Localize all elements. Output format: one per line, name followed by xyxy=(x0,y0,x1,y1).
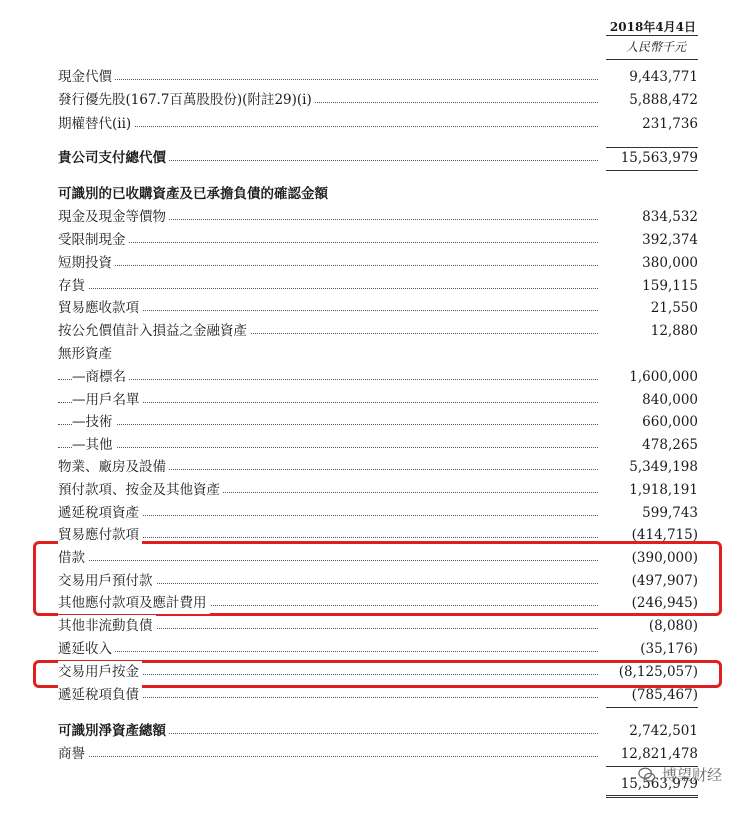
row-value: 9,443,771 xyxy=(629,69,698,85)
row-label: 受限制現金 xyxy=(58,229,129,251)
row-value: 2,742,501 xyxy=(629,723,698,739)
row-value: 15,563,979 xyxy=(620,776,698,792)
row-value: (497,907) xyxy=(631,573,698,589)
table-row xyxy=(58,366,698,388)
table-row xyxy=(58,389,698,411)
table-row xyxy=(58,206,698,228)
row-value: 12,821,478 xyxy=(620,746,698,762)
header-unit: 人民幣千元 xyxy=(625,40,686,54)
table-row xyxy=(58,275,698,297)
leader-dots xyxy=(58,288,598,289)
table-row xyxy=(58,89,698,111)
row-label: 預付款項、按金及其他資產 xyxy=(58,479,223,501)
row-label: —其他 xyxy=(72,434,116,456)
table-row xyxy=(58,720,698,742)
row-label: 按公允價值計入損益之金融資產 xyxy=(58,320,250,342)
leader-dots xyxy=(58,379,598,380)
row-label: 交易用戶按金 xyxy=(58,661,142,683)
total-double-rule xyxy=(606,795,698,798)
row-value: 834,532 xyxy=(642,209,698,225)
leader-dots xyxy=(58,242,598,243)
table-row xyxy=(58,320,698,342)
row-label: 短期投資 xyxy=(58,252,115,274)
row-label: 借款 xyxy=(58,547,88,569)
row-label: —用戶名單 xyxy=(72,389,143,411)
leader-dots xyxy=(58,126,598,127)
row-value: 159,115 xyxy=(642,278,698,294)
leader-dots xyxy=(58,79,598,80)
header-date: 2018年4月4日 xyxy=(609,20,696,34)
row-label: 存貨 xyxy=(58,275,88,297)
row-label: 期權替代(ii) xyxy=(58,113,134,135)
table-row xyxy=(58,638,698,660)
row-value: (8,125,057) xyxy=(618,664,698,680)
row-label: 現金及現金等價物 xyxy=(58,206,169,228)
row-label: 其他應付款項及應計費用 xyxy=(58,592,210,614)
row-value: (246,945) xyxy=(631,595,698,611)
table-row xyxy=(58,343,698,365)
row-label: 貿易應收款項 xyxy=(58,297,142,319)
subtotal-rule xyxy=(606,707,698,708)
row-value: (8,080) xyxy=(648,618,698,634)
leader-dots xyxy=(58,447,598,448)
row-label: 現金代價 xyxy=(58,66,115,88)
table-row xyxy=(58,479,698,501)
row-value: (785,467) xyxy=(631,687,698,703)
row-label: 其他非流動負債 xyxy=(58,615,156,637)
row-value: 392,374 xyxy=(642,232,698,248)
table-row xyxy=(58,229,698,251)
row-value: 380,000 xyxy=(642,255,698,271)
leader-dots xyxy=(58,424,598,425)
table-row xyxy=(58,434,698,456)
row-label: 可識別淨資產總額 xyxy=(58,720,169,742)
wechat-icon xyxy=(638,766,656,784)
row-value: 21,550 xyxy=(650,300,698,316)
row-value: (35,176) xyxy=(640,641,698,657)
table-row xyxy=(58,183,698,205)
row-value: 840,000 xyxy=(642,392,698,408)
table-row xyxy=(58,252,698,274)
row-value: 15,563,979 xyxy=(620,150,698,166)
table-row xyxy=(58,297,698,319)
row-label: 商譽 xyxy=(58,743,88,765)
row-label: 貿易應付款項 xyxy=(58,524,142,546)
row-value: 1,600,000 xyxy=(629,369,698,385)
subtotal-rule xyxy=(606,147,698,148)
table-row xyxy=(58,502,698,524)
row-value: (414,715) xyxy=(631,527,698,543)
subtotal-rule xyxy=(606,170,698,171)
row-label: 可識別的已收購資產及已承擔負債的確認金額 xyxy=(58,183,331,205)
row-label: 發行優先股(167.7百萬股股份)(附註29)(i) xyxy=(58,89,315,111)
watermark-text: 博望财经 xyxy=(661,766,722,784)
row-value: 1,918,191 xyxy=(629,482,698,498)
row-value: 5,888,472 xyxy=(629,92,698,108)
row-value: 12,880 xyxy=(650,323,698,339)
table-row xyxy=(58,66,698,88)
row-label: 遞延稅項負債 xyxy=(58,684,142,706)
leader-dots xyxy=(58,651,598,652)
row-label: 交易用戶預付款 xyxy=(58,570,156,592)
leader-dots xyxy=(58,265,598,266)
table-row xyxy=(58,456,698,478)
row-value: (390,000) xyxy=(631,550,698,566)
leader-dots xyxy=(58,756,598,757)
row-label: 遞延稅項資產 xyxy=(58,502,142,524)
table-row xyxy=(58,147,698,169)
leader-dots xyxy=(58,560,598,561)
table-row xyxy=(58,743,698,765)
row-label: —商標名 xyxy=(72,366,129,388)
row-value: 599,743 xyxy=(642,505,698,521)
row-label: —技術 xyxy=(72,411,116,433)
table-row xyxy=(58,411,698,433)
row-value: 660,000 xyxy=(642,414,698,430)
row-label: 貴公司支付總代價 xyxy=(58,147,169,169)
row-value: 5,349,198 xyxy=(629,459,698,475)
table-row xyxy=(58,113,698,135)
table-row xyxy=(58,773,698,795)
row-value: 231,736 xyxy=(642,116,698,132)
row-label: 無形資產 xyxy=(58,343,115,365)
row-label: 物業、廠房及設備 xyxy=(58,456,169,478)
table-row xyxy=(58,615,698,637)
row-label: 遞延收入 xyxy=(58,638,115,660)
row-value: 478,265 xyxy=(642,437,698,453)
watermark xyxy=(638,764,722,785)
